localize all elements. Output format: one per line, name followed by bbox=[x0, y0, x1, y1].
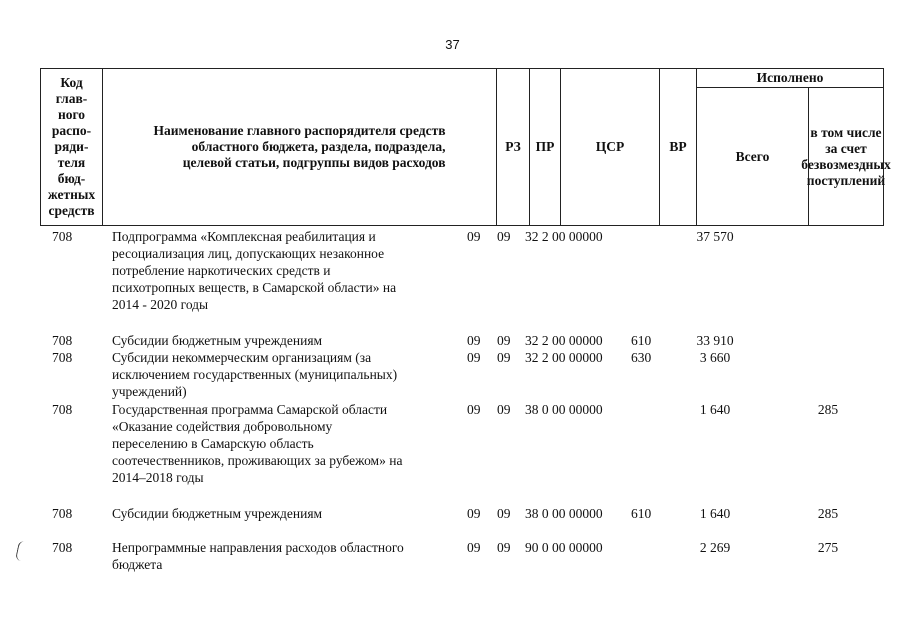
header-code-cell bbox=[40, 68, 103, 226]
row-including: 285 bbox=[817, 506, 839, 521]
row-csr: 32 2 00 00000 bbox=[525, 333, 603, 348]
row-name-line: учреждений) bbox=[112, 384, 187, 399]
header-code-line: ряди- bbox=[54, 139, 89, 154]
row-csr: 38 0 00 00000 bbox=[525, 506, 603, 521]
header-code-line: теля bbox=[57, 155, 86, 170]
row-name-line: Субсидии бюджетным учреждениям bbox=[112, 333, 323, 348]
row-vr: 610 bbox=[631, 333, 652, 348]
header-name-line: Наименование главного распорядителя средств bbox=[153, 123, 446, 138]
row-name-line: бюджета bbox=[112, 557, 163, 572]
row-pr: 09 bbox=[497, 350, 511, 365]
header-code-line: жетных bbox=[47, 187, 96, 202]
header-name-line: целевой статьи, подгруппы видов расходов bbox=[182, 155, 446, 170]
row-name-line: Непрограммные направления расходов областного bbox=[112, 540, 404, 555]
header-code-line: ного bbox=[57, 107, 86, 122]
header-code-line: распо- bbox=[51, 123, 92, 138]
header-name-cell bbox=[102, 68, 497, 226]
row-name bbox=[112, 401, 462, 486]
header-including-line: за счет bbox=[825, 140, 867, 156]
row-name bbox=[112, 505, 462, 522]
row-name-line: «Оказание содействия добровольному bbox=[112, 419, 333, 434]
row-code: 708 bbox=[52, 402, 73, 417]
row-pr: 09 bbox=[497, 402, 511, 417]
header-vr-cell: ВР bbox=[659, 68, 697, 226]
row-code: 708 bbox=[52, 229, 73, 244]
row-name-line: Субсидии бюджетным учреждениям bbox=[112, 506, 323, 521]
row-total: 2 269 bbox=[699, 540, 731, 555]
row-csr: 32 2 00 00000 bbox=[525, 350, 603, 365]
row-total: 3 660 bbox=[699, 350, 731, 365]
row-name-line: 2014 - 2020 годы bbox=[112, 297, 209, 312]
row-csr: 38 0 00 00000 bbox=[525, 402, 603, 417]
row-including: 275 bbox=[817, 540, 839, 555]
row-name-line: Подпрограмма «Комплексная реабилитация и bbox=[112, 229, 376, 244]
header-csr-cell: ЦСР bbox=[560, 68, 660, 226]
row-total: 33 910 bbox=[696, 333, 734, 348]
row-rz: 09 bbox=[467, 350, 481, 365]
row-code: 708 bbox=[52, 350, 73, 365]
row-name-line: соотечественников, проживающих за рубежом» на bbox=[112, 453, 403, 468]
row-pr: 09 bbox=[497, 333, 511, 348]
row-rz: 09 bbox=[467, 229, 481, 244]
row-name-line: психотропных веществ, в Самарской области» на bbox=[112, 280, 397, 295]
row-rz: 09 bbox=[467, 333, 481, 348]
row-name bbox=[112, 349, 462, 400]
row-total: 1 640 bbox=[699, 402, 731, 417]
row-name-line: переселению в Самарскую область bbox=[112, 436, 314, 451]
row-name bbox=[112, 539, 462, 573]
row-vr: 610 bbox=[631, 506, 652, 521]
header-code-line: бюд- bbox=[57, 171, 86, 186]
row-name-line: исключением государственных (муниципальных) bbox=[112, 367, 398, 382]
table-header bbox=[40, 68, 891, 226]
row-name bbox=[112, 332, 462, 349]
row-name-line: Государственная программа Самарской области bbox=[112, 402, 388, 417]
row-csr: 32 2 00 00000 bbox=[525, 229, 603, 244]
row-rz: 09 bbox=[467, 540, 481, 555]
row-pr: 09 bbox=[497, 540, 511, 555]
header-code-line: глав- bbox=[55, 91, 88, 106]
row-name-line: ресоциализация лиц, допускающих незаконное bbox=[112, 246, 385, 261]
row-code: 708 bbox=[52, 506, 73, 521]
row-name bbox=[112, 228, 462, 313]
row-vr: 630 bbox=[631, 350, 652, 365]
header-including-line: поступлений bbox=[806, 172, 886, 188]
row-pr: 09 bbox=[497, 229, 511, 244]
header-including-line: в том числе bbox=[810, 124, 882, 140]
row-name-line: Субсидии некоммерческим организациям (за bbox=[112, 350, 372, 365]
header-code-line: средств bbox=[48, 203, 95, 218]
row-name-line: потребление наркотических средств и bbox=[112, 263, 331, 278]
page-number: 37 bbox=[445, 37, 460, 52]
row-pr: 09 bbox=[497, 506, 511, 521]
row-code: 708 bbox=[52, 333, 73, 348]
row-total: 1 640 bbox=[699, 506, 731, 521]
row-total: 37 570 bbox=[696, 229, 734, 244]
header-name-line: областного бюджета, раздела, подраздела, bbox=[191, 139, 446, 154]
row-including: 285 bbox=[817, 402, 839, 417]
row-rz: 09 bbox=[467, 402, 481, 417]
row-rz: 09 bbox=[467, 506, 481, 521]
header-executed-cell: Исполнено bbox=[696, 68, 884, 88]
row-code: 708 bbox=[52, 540, 73, 555]
margin-bracket-mark bbox=[15, 540, 28, 561]
header-rz-cell: РЗ bbox=[496, 68, 530, 226]
header-pr-cell: ПР bbox=[529, 68, 561, 226]
header-including-cell bbox=[801, 87, 891, 226]
header-including-line: безвозмездных bbox=[801, 156, 891, 172]
header-total-cell: Всего bbox=[696, 87, 809, 226]
row-name-line: 2014–2018 годы bbox=[112, 470, 204, 485]
row-csr: 90 0 00 00000 bbox=[525, 540, 603, 555]
header-code-line: Код bbox=[60, 75, 83, 90]
